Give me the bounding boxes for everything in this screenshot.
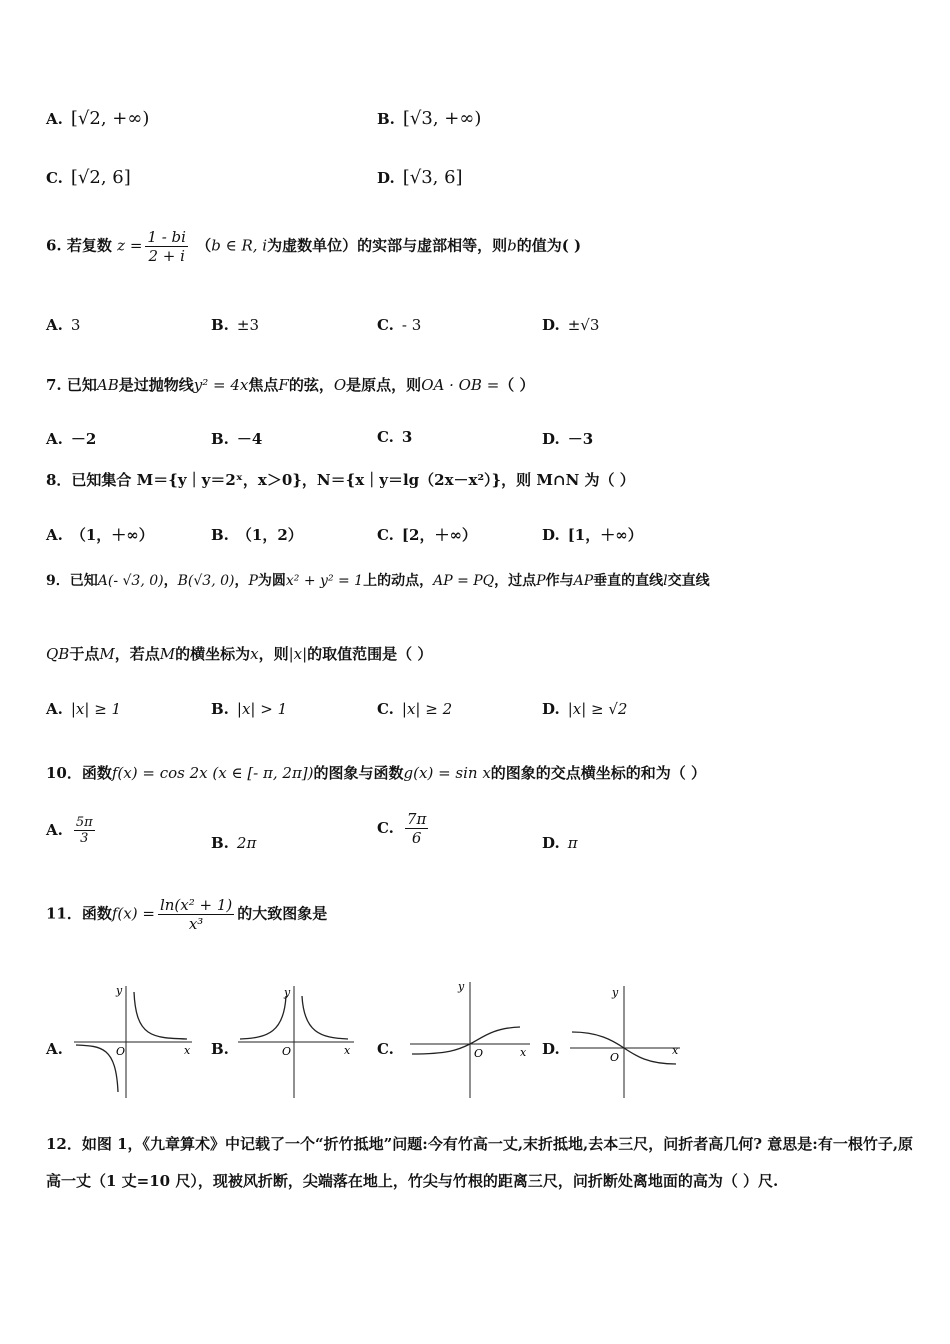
option-value: [√2, +∞) — [70, 108, 150, 129]
option-value: 2π — [236, 834, 257, 852]
stem-text: 垂直的直线 — [593, 573, 664, 589]
q7-option-d[interactable] — [542, 428, 593, 449]
question-number: 7. — [46, 376, 62, 394]
option-value: [√3, +∞) — [402, 108, 482, 129]
q6-option-d[interactable] — [542, 316, 599, 334]
question-10-stem — [46, 762, 910, 783]
curve-right — [134, 992, 187, 1039]
math-ab: AB — [96, 376, 119, 394]
curve-right — [302, 996, 348, 1039]
q11-option-c-label[interactable]: C. — [377, 1040, 394, 1058]
math-m: M — [159, 645, 176, 663]
x-axis-label: x — [184, 1044, 191, 1057]
stem-text: 作与 — [545, 573, 574, 589]
stem-text: ， — [163, 573, 178, 589]
q9-option-a[interactable] — [46, 700, 121, 718]
origin-label: O — [610, 1051, 620, 1064]
option-label: D. — [542, 700, 560, 718]
stem-text: 焦点 — [248, 376, 279, 394]
option-label: B. — [211, 316, 229, 334]
q7-option-b[interactable] — [211, 428, 262, 449]
option-label: A. — [46, 316, 63, 334]
stem-text: 为虚数单位）的实部与虚部相等，则 — [267, 236, 508, 255]
q10-option-d[interactable] — [542, 834, 578, 852]
stem-text: 的横坐标为 — [175, 645, 251, 663]
math-x: x — [250, 645, 259, 663]
y-axis-label: y — [284, 986, 291, 999]
option-label: D. — [542, 834, 560, 852]
fraction-numerator: 5π — [75, 815, 93, 830]
math-function-g: g(x) = sin x — [403, 764, 491, 782]
option-label: B. — [377, 110, 395, 128]
stem-text: ，若点 — [114, 645, 160, 663]
math-abs-x: |x| — [288, 645, 308, 663]
option-value: - 3 — [401, 316, 422, 334]
option-label: B. — [211, 700, 229, 718]
option-value: [1，＋∞） — [567, 526, 643, 544]
question-8-stem: 8．已知集合 M＝{y｜y＝2ˣ，x＞0}，N＝{x｜y＝lg（2x－x²）}，则 M∩N 为（ ） — [46, 471, 635, 489]
stem-text: 的图象的交点横坐标的和为（ ） — [490, 764, 707, 782]
option-label: D. — [377, 169, 395, 187]
math-ap-pq: AP = PQ — [433, 573, 495, 589]
option-value: 3 — [401, 428, 413, 446]
stem-text: ， — [234, 573, 249, 589]
stem-text: （ — [196, 236, 212, 255]
option-value: |x| ≥ 1 — [70, 700, 122, 718]
q5-option-d[interactable] — [377, 167, 463, 188]
stem-text: 9．已知 — [46, 573, 98, 589]
fraction-denominator: 2 + i — [148, 247, 185, 265]
math-p: P — [536, 573, 546, 589]
stem-text: 的大致图象是 — [237, 904, 328, 923]
q11-option-d-label[interactable]: D. — [542, 1040, 560, 1058]
q7-option-a[interactable] — [46, 428, 96, 449]
option-value: －2 — [70, 430, 97, 448]
math-ap: AP — [573, 573, 594, 589]
option-label: B. — [211, 526, 229, 544]
fraction-numerator: ln(x² + 1) — [159, 896, 233, 914]
graph-option-d[interactable] — [568, 982, 686, 1100]
fraction-numerator: 1 - bi — [147, 228, 186, 246]
option-value: |x| ≥ 2 — [401, 700, 453, 718]
option-label: B. — [211, 834, 229, 852]
q6-option-b[interactable] — [211, 316, 259, 334]
question-6-stem — [46, 228, 910, 265]
option-label: B. — [211, 430, 229, 448]
stem-text: ，则 — [258, 645, 289, 663]
origin-label: O — [116, 1045, 126, 1058]
option-label: D. — [542, 316, 560, 334]
y-axis-label: y — [458, 980, 465, 993]
option-label: D. — [542, 526, 560, 544]
stem-text: （ ） — [499, 376, 535, 394]
math-b: b — [507, 236, 517, 255]
q10-option-b[interactable] — [211, 834, 256, 852]
stem-text: 交直线 — [667, 573, 710, 589]
fraction — [158, 896, 234, 933]
graph-option-a[interactable] — [72, 982, 202, 1100]
q9-option-c[interactable] — [377, 700, 452, 718]
curve — [412, 1027, 520, 1054]
math-condition: b ∈ R, i — [211, 236, 268, 255]
question-9-stem-line2 — [46, 643, 910, 664]
x-axis-label: x — [520, 1046, 527, 1059]
option-value: （1，＋∞） — [70, 526, 154, 544]
question-9-stem-line1 — [46, 570, 910, 590]
math-f: F — [278, 376, 289, 394]
math-dot-product: OA · OB = — [421, 376, 500, 394]
fraction — [145, 228, 188, 265]
option-value: ±3 — [236, 316, 260, 334]
fraction — [74, 815, 95, 846]
math-qb: QB — [46, 645, 70, 663]
graph-option-c[interactable] — [408, 978, 536, 1100]
question-11-stem — [46, 896, 910, 933]
stem-text: 是原点，则 — [346, 376, 422, 394]
q5-option-c[interactable] — [46, 167, 131, 188]
x-axis-label: x — [344, 1044, 351, 1057]
q11-option-b-label[interactable]: B. — [211, 1040, 229, 1058]
option-value: －4 — [236, 430, 263, 448]
option-value: [√2, 6] — [70, 167, 131, 188]
option-label: C. — [377, 428, 394, 446]
math-circle: x² + y² = 1 — [285, 573, 364, 589]
option-label: C. — [377, 526, 394, 544]
option-value: （1，2） — [236, 526, 303, 544]
q6-option-c[interactable] — [377, 316, 421, 334]
q8-option-a[interactable] — [46, 524, 154, 545]
q8-option-b[interactable] — [211, 524, 303, 545]
curve-left — [240, 996, 286, 1039]
question-12-stem: 12．如图 1，《九章算术》中记载了一个“折竹抵地”问题:今有竹高一丈,末折抵地,去本三尺，问折者高几何? 意思是:有一根竹子,原高一丈（1 丈=10 尺），现被风折断，尖端落在地上，竹尖与竹根的距离三尺，问折断处离地面的高为（ ）尺. — [46, 1135, 914, 1190]
math-z: z = — [117, 236, 143, 255]
curve-left — [76, 1045, 118, 1092]
question-number: 6. — [46, 236, 62, 255]
q9-option-d[interactable] — [542, 700, 627, 718]
y-axis-label: y — [116, 984, 123, 997]
fraction-denominator: 3 — [80, 831, 89, 846]
q5-option-a[interactable] — [46, 108, 149, 129]
q8-option-c[interactable] — [377, 524, 477, 545]
question-7-stem — [46, 374, 910, 395]
option-label: D. — [542, 430, 560, 448]
math-p: P — [248, 573, 258, 589]
q5-option-b[interactable] — [377, 108, 481, 129]
option-value: |x| ≥ √2 — [567, 700, 628, 718]
option-value: [2，＋∞） — [401, 526, 477, 544]
q10-option-a[interactable] — [46, 815, 98, 846]
x-axis-label: x — [672, 1044, 679, 1057]
stem-text: 的弦， — [288, 376, 334, 394]
fraction-numerator: 7π — [406, 810, 427, 828]
stem-text: 为圆 — [257, 573, 286, 589]
option-value: －3 — [567, 430, 594, 448]
option-value: π — [567, 834, 578, 852]
q8-option-d[interactable] — [542, 524, 643, 545]
fraction-denominator: 6 — [411, 829, 422, 847]
stem-text: 是过抛物线 — [118, 376, 194, 394]
stem-text: 若复数 — [66, 236, 112, 255]
math-parabola: y² = 4x — [193, 376, 249, 394]
option-value: [√3, 6] — [402, 167, 463, 188]
option-label: A. — [46, 820, 63, 839]
stem-text: ，过点 — [494, 573, 537, 589]
stem-text: 的图象与函数 — [313, 764, 404, 782]
stem-text: 的取值范围是（ ） — [307, 645, 433, 663]
stem-text: 已知 — [66, 376, 97, 394]
option-label: A. — [46, 110, 63, 128]
math-l: l — [663, 573, 668, 589]
q7-option-c[interactable] — [377, 428, 412, 446]
option-label: A. — [46, 526, 63, 544]
q6-option-a[interactable] — [46, 316, 80, 334]
math-function-f: f(x) = cos 2x (x ∈ [- π, 2π]) — [111, 764, 314, 782]
q10-option-c[interactable] — [377, 810, 431, 847]
option-label: A. — [46, 700, 63, 718]
math-point-b: B(√3, 0) — [177, 573, 235, 589]
option-label: C. — [46, 169, 63, 187]
q11-option-a-label[interactable]: A. — [46, 1040, 63, 1058]
graph-option-b[interactable] — [236, 982, 361, 1100]
math-point-a: A(- √3, 0) — [97, 573, 164, 589]
option-value: 3 — [70, 316, 81, 334]
math-o: O — [333, 376, 347, 394]
stem-text: 于点 — [69, 645, 100, 663]
stem-text: 10．函数 — [46, 764, 112, 782]
option-label: C. — [377, 316, 394, 334]
stem-text: 的值为( ) — [516, 236, 582, 255]
q9-option-b[interactable] — [211, 700, 287, 718]
math-m: M — [99, 645, 115, 663]
stem-text: 上的动点， — [363, 573, 434, 589]
math-function-f: f(x) = — [111, 904, 155, 923]
fraction-denominator: x³ — [188, 915, 204, 933]
option-label: C. — [377, 818, 394, 837]
option-label: A. — [46, 430, 63, 448]
y-axis-label: y — [612, 986, 619, 999]
option-value: ±√3 — [567, 316, 600, 334]
fraction — [405, 810, 428, 847]
origin-label: O — [474, 1047, 484, 1060]
option-label: C. — [377, 700, 394, 718]
stem-text: 11．函数 — [46, 904, 112, 923]
option-value: |x| > 1 — [236, 700, 288, 718]
origin-label: O — [282, 1045, 292, 1058]
